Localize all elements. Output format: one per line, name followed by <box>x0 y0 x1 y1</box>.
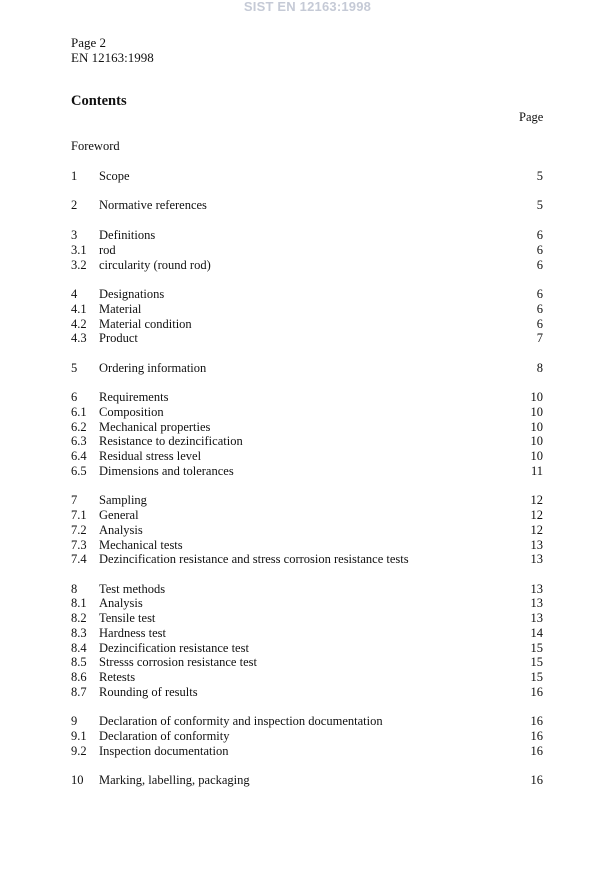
toc-entry-number: 8.6 <box>71 670 87 684</box>
toc-entry <box>71 641 543 656</box>
toc-entry-page: 14 <box>530 626 543 640</box>
toc-entry <box>71 582 543 597</box>
toc-entry-page: 16 <box>530 685 543 699</box>
toc-entry-number: 7.1 <box>71 508 87 522</box>
toc-entry <box>71 729 543 744</box>
toc-entry <box>71 508 543 523</box>
page-header <box>71 35 154 65</box>
toc-entry <box>71 302 543 317</box>
toc-entry-page: 6 <box>536 228 543 242</box>
toc-entry-number: 4.2 <box>71 317 87 331</box>
toc-entry-page: 10 <box>530 390 543 404</box>
toc-entry-page: 7 <box>536 331 543 345</box>
toc-entry-title: Mechanical tests <box>99 538 183 552</box>
toc-entry-page: 8 <box>536 361 543 375</box>
toc-entry-page: 16 <box>530 773 543 787</box>
toc-entry <box>71 626 543 641</box>
toc-entry-page: 13 <box>530 611 543 625</box>
toc-entry-page: 12 <box>530 508 543 522</box>
toc-entry-title: Analysis <box>99 523 143 537</box>
toc-entry <box>71 523 543 538</box>
toc-entry-number: 4.1 <box>71 302 87 316</box>
toc-entry-number: 4 <box>71 287 78 301</box>
toc-entry-title: Tensile test <box>99 611 156 625</box>
toc-entry-title: Requirements <box>99 390 169 404</box>
toc-entry-number: 8.2 <box>71 611 87 625</box>
toc-entry <box>71 258 543 273</box>
toc-entry-title: Dimensions and tolerances <box>99 464 234 478</box>
toc-entry-number: 6.4 <box>71 449 87 463</box>
toc-entry-page: 11 <box>530 464 543 478</box>
toc-entry-number: 8 <box>71 582 78 596</box>
toc-entry-title: Hardness test <box>99 626 166 640</box>
toc-entry-page: 6 <box>536 317 543 331</box>
toc-entry-number: 7.3 <box>71 538 87 552</box>
toc-entry <box>71 464 543 479</box>
toc-entry-number: 3.1 <box>71 243 87 257</box>
toc-entry-title: Marking, labelling, packaging <box>99 773 250 787</box>
toc-entry-number: 6.3 <box>71 434 87 448</box>
toc-entry <box>71 670 543 685</box>
toc-entry-page: 10 <box>530 405 543 419</box>
toc-entry-title: Material <box>99 302 142 316</box>
toc-entry-page: 15 <box>530 670 543 684</box>
toc-entry <box>71 449 543 464</box>
toc-entry-title: Ordering information <box>99 361 207 375</box>
toc-entry-title: Normative references <box>99 198 207 212</box>
page-column-label: Page <box>519 110 544 124</box>
toc-entry-title: Dezincification resistance and stress corrosion resistance tests <box>99 552 409 566</box>
toc-entry-number: 9.1 <box>71 729 87 743</box>
toc-entry-number: 7.4 <box>71 552 87 566</box>
toc-entry <box>71 405 543 420</box>
toc-entry-title: Designations <box>99 287 165 301</box>
toc-entry-page: 16 <box>530 729 543 743</box>
toc-entry-title: Inspection documentation <box>99 744 229 758</box>
toc-entry-page: 13 <box>530 552 543 566</box>
toc-entry-title: Declaration of conformity <box>99 729 230 743</box>
toc-entry-number: 3 <box>71 228 78 242</box>
toc-entry <box>71 685 543 700</box>
toc-entry-page: 15 <box>530 641 543 655</box>
foreword-entry: Foreword <box>71 139 120 153</box>
toc-entry-page: 13 <box>530 538 543 552</box>
toc-entry-page: 5 <box>536 198 543 212</box>
toc-entry-page: 10 <box>530 434 543 448</box>
toc-entry <box>71 655 543 670</box>
toc-entry-title: Dezincification resistance test <box>99 641 249 655</box>
toc-entry-number: 9.2 <box>71 744 87 758</box>
toc-entry-title: Mechanical properties <box>99 420 211 434</box>
toc-entry-number: 8.1 <box>71 596 87 610</box>
toc-entry-title: rod <box>99 243 116 257</box>
toc-entry-title: circularity (round rod) <box>99 258 211 272</box>
toc-entry-number: 8.3 <box>71 626 87 640</box>
toc-entry-title: Composition <box>99 405 164 419</box>
toc-entry-title: Resistance to dezincification <box>99 434 243 448</box>
toc-entry-page: 12 <box>530 523 543 537</box>
toc-entry-number: 6.5 <box>71 464 87 478</box>
toc-entry-page: 10 <box>530 449 543 463</box>
watermark: SIST EN 12163:1998 <box>243 0 372 14</box>
standard-id: EN 12163:1998 <box>71 50 154 65</box>
toc-entry-number: 1 <box>71 169 78 183</box>
toc-entry <box>71 228 543 243</box>
toc-entry <box>71 331 543 346</box>
toc-entry <box>71 169 543 184</box>
toc-entry <box>71 390 543 405</box>
toc-entry-number: 3.2 <box>71 258 87 272</box>
toc-entry-page: 16 <box>530 744 543 758</box>
toc-entry-number: 4.3 <box>71 331 87 345</box>
toc-entry-number: 7.2 <box>71 523 87 537</box>
toc-entry-title: Test methods <box>99 582 166 596</box>
toc-entry-title: Declaration of conformity and inspection documentation <box>99 714 383 728</box>
toc-entry-title: Product <box>99 331 138 345</box>
toc-entry-number: 7 <box>71 493 78 507</box>
toc-entry-number: 6.1 <box>71 405 87 419</box>
toc-entry <box>71 538 543 553</box>
toc-entry-number: 9 <box>71 714 78 728</box>
toc-entry <box>71 714 543 729</box>
toc-entry-page: 5 <box>536 169 543 183</box>
toc-entry <box>71 596 543 611</box>
toc-entry <box>71 493 543 508</box>
toc-entry-page: 6 <box>536 243 543 257</box>
toc-entry-number: 8.7 <box>71 685 87 699</box>
toc-entry-number: 8.4 <box>71 641 87 655</box>
toc-entry <box>71 420 543 435</box>
toc-entry-page: 6 <box>536 258 543 272</box>
toc-entry-page: 6 <box>536 302 543 316</box>
toc-entry-number: 6 <box>71 390 78 404</box>
toc-entry <box>71 744 543 759</box>
toc-entry-page: 13 <box>530 582 543 596</box>
toc-entry-title: Stresss corrosion resistance test <box>99 655 257 669</box>
toc-entry <box>71 198 543 213</box>
toc-entry-number: 2 <box>71 198 78 212</box>
toc-entry-title: Residual stress level <box>99 449 202 463</box>
toc-entry <box>71 552 543 567</box>
toc-entry-title: Rounding of results <box>99 685 198 699</box>
toc-entry-title: Scope <box>99 169 130 183</box>
toc-entry-page: 6 <box>536 287 543 301</box>
toc-entry <box>71 773 543 788</box>
toc-entry-title: Material condition <box>99 317 192 331</box>
toc-entry <box>71 611 543 626</box>
toc-entry-page: 10 <box>530 420 543 434</box>
toc-entry-number: 5 <box>71 361 78 375</box>
toc-entry-number: 6.2 <box>71 420 87 434</box>
toc-entry <box>71 361 543 376</box>
toc-entry-title: Sampling <box>99 493 147 507</box>
page-number: Page 2 <box>71 35 107 50</box>
toc-entry-title: Analysis <box>99 596 143 610</box>
toc-entry-title: Retests <box>99 670 136 684</box>
toc-entry-number: 10 <box>71 773 84 787</box>
contents-heading: Contents <box>71 93 127 109</box>
toc-entry-page: 15 <box>530 655 543 669</box>
toc-entry-title: Definitions <box>99 228 156 242</box>
toc-entry-page: 16 <box>530 714 543 728</box>
toc-entry <box>71 287 543 302</box>
toc-entry <box>71 434 543 449</box>
toc-entry-title: General <box>99 508 139 522</box>
toc-entry-number: 8.5 <box>71 655 87 669</box>
toc-entry <box>71 317 543 332</box>
toc-entry-page: 13 <box>530 596 543 610</box>
toc-entry-page: 12 <box>530 493 543 507</box>
toc-entry <box>71 243 543 258</box>
